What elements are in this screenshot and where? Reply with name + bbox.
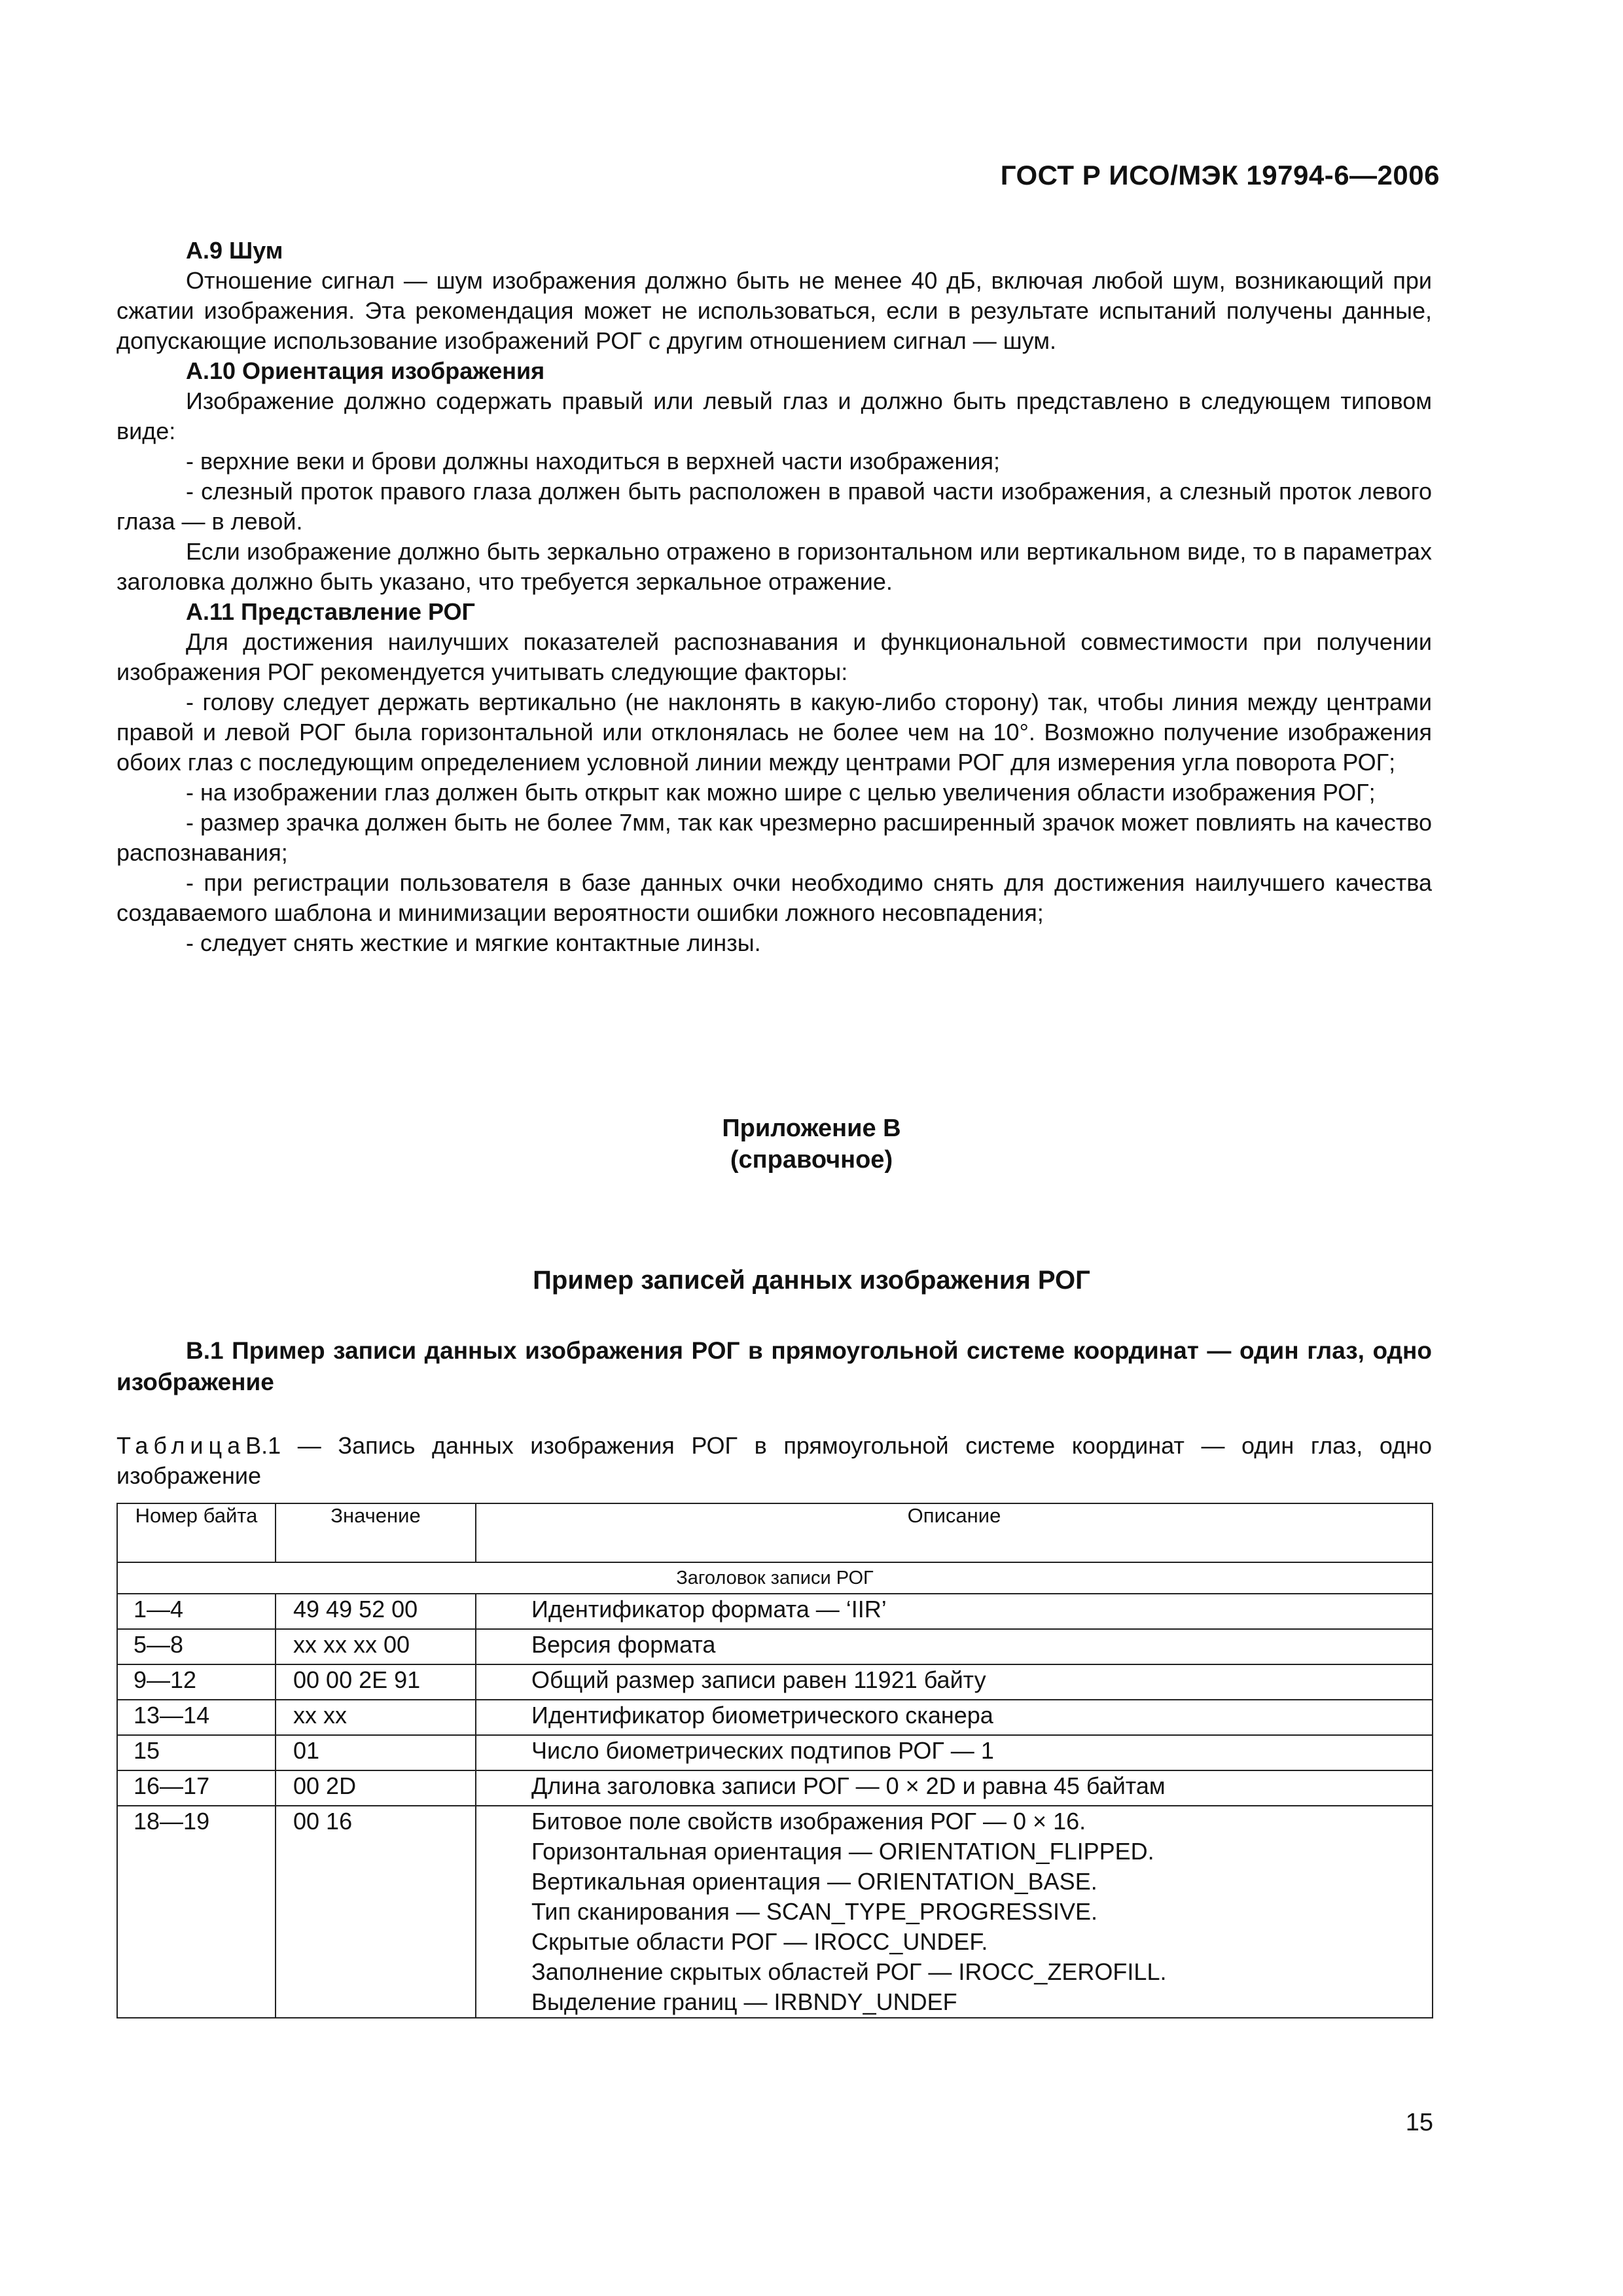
appendix-subtitle: (справочное)	[730, 1146, 893, 1174]
table-row	[117, 1700, 1433, 1735]
section-a11-item-2: - на изображении глаз должен быть открыт как можно шире с целью увеличения области изображения РОГ;	[186, 779, 1376, 806]
description-line: Версия формата	[531, 1631, 716, 1658]
cell-bytes: 5—8	[117, 1629, 276, 1664]
table-row	[117, 1664, 1433, 1700]
cell-description	[476, 1664, 1433, 1700]
cell-description	[476, 1735, 1433, 1770]
page-number: 15	[1405, 2109, 1433, 2136]
description-line: Идентификатор биометрического сканера	[531, 1702, 993, 1729]
document-header: ГОСТ Р ИСО/МЭК 19794-6—2006	[1000, 160, 1440, 190]
cell-description	[476, 1594, 1433, 1629]
column-header-value: Значение	[276, 1503, 476, 1562]
section-a10-item-1: - верхние веки и брови должны находиться в верхней части изображения;	[186, 448, 1001, 475]
cell-value: 00 00 2E 91	[276, 1664, 476, 1700]
cell-bytes: 18—19	[117, 1806, 276, 2018]
column-header-bytes: Номер байта	[117, 1503, 276, 1562]
cell-bytes: 15	[117, 1735, 276, 1770]
description-line: Скрытые области РОГ — IROCC_UNDEF.	[531, 1928, 988, 1955]
description-line: Тип сканирования — SCAN_TYPE_PROGRESSIVE.	[531, 1898, 1098, 1925]
table-caption-label: Таблица	[116, 1432, 246, 1459]
section-a10-title: А.10 Ориентация изображения	[186, 357, 545, 384]
section-a11-item-5: - следует снять жесткие и мягкие контактные линзы.	[186, 929, 761, 956]
cell-value: 01	[276, 1735, 476, 1770]
section-a11-title: А.11 Представление РОГ	[186, 598, 475, 625]
main-text	[116, 236, 1432, 958]
data-table	[116, 1503, 1433, 2018]
table-row	[117, 1735, 1433, 1770]
section-a11-item-1: - голову следует держать вертикально (не наклонять в какую-либо сторону) так, чтобы линия между центрами правой и левой РОГ была горизонтальной или отклонялась не более чем на 10°. Возможно получение изображения обоих глаз с последующим определением условной линии между центрами РОГ для измерения угла поворота РОГ;	[116, 689, 1432, 776]
description-line: Число биометрических подтипов РОГ — 1	[531, 1737, 994, 1764]
cell-value: xx xx	[276, 1700, 476, 1735]
section-a11-item-3: - размер зрачка должен быть не более 7мм, так как чрезмерно расширенный зрачок может повлиять на качество распознавания;	[116, 809, 1432, 866]
column-header-description: Описание	[476, 1503, 1433, 1562]
description-line: Заполнение скрытых областей РОГ — IROCC_ZEROFILL.	[531, 1958, 1167, 1985]
cell-description	[476, 1806, 1433, 2018]
appendix-title: Приложение В	[722, 1115, 901, 1142]
description-line: Битовое поле свойств изображения РОГ — 0 × 16.	[531, 1808, 1086, 1835]
section-b1-title: В.1 Пример записи данных изображения РОГ в прямоугольной системе координат — один глаз, одно изображение	[116, 1337, 1432, 1395]
cell-value: 00 16	[276, 1806, 476, 2018]
description-line: Выделение границ — IRBNDY_UNDEF	[531, 1988, 957, 2015]
section-a11-paragraph: Для достижения наилучших показателей распознавания и функциональной совместимости при получении изображения РОГ рекомендуется учитывать следующие факторы:	[116, 628, 1432, 685]
cell-bytes: 13—14	[117, 1700, 276, 1735]
cell-description	[476, 1629, 1433, 1664]
section-a9-title: А.9 Шум	[186, 237, 283, 264]
description-line: Общий размер записи равен 11921 байту	[531, 1666, 986, 1693]
section-a10-paragraph-2: Если изображение должно быть зеркально отражено в горизонтальном или вертикальном виде, то в параметрах заголовка должно быть указано, что требуется зеркальное отражение.	[116, 538, 1432, 595]
cell-description	[476, 1700, 1433, 1735]
table-row	[117, 1594, 1433, 1629]
description-line: Горизонтальная ориентация — ORIENTATION_FLIPPED.	[531, 1838, 1154, 1865]
cell-bytes: 9—12	[117, 1664, 276, 1700]
cell-value: 49 49 52 00	[276, 1594, 476, 1629]
cell-description	[476, 1770, 1433, 1806]
table-row	[117, 1806, 1433, 2018]
description-line: Идентификатор формата — ‘IIR’	[531, 1596, 887, 1623]
description-line: Длина заголовка записи РОГ — 0 × 2D и равна 45 байтам	[531, 1772, 1166, 1799]
table-caption-text: В.1 — Запись данных изображения РОГ в прямоугольной системе координат — один глаз, одно изображение	[116, 1432, 1432, 1489]
cell-value: 00 2D	[276, 1770, 476, 1806]
section-a11-item-4: - при регистрации пользователя в базе данных очки необходимо снять для достижения наилучшего качества создаваемого шаблона и минимизации вероятности ошибки ложного несовпадения;	[116, 869, 1432, 926]
table-caption	[116, 1431, 1432, 1491]
description-line: Вертикальная ориентация — ORIENTATION_BASE.	[531, 1868, 1097, 1895]
section-a10-paragraph-1: Изображение должно содержать правый или левый глаз и должно быть представлено в следующем типовом виде:	[116, 387, 1432, 444]
table-subheader: Заголовок записи РОГ	[117, 1562, 1433, 1594]
section-a9-paragraph: Отношение сигнал — шум изображения должно быть не менее 40 дБ, включая любой шум, возникающий при сжатии изображения. Эта рекомендация может не использоваться, если в результате испытаний получены данные, допускающие использование изображений РОГ с другим отношением сигнал — шум.	[116, 267, 1432, 354]
cell-value: xx xx xx 00	[276, 1629, 476, 1664]
appendix-heading: Пример записей данных изображения РОГ	[533, 1266, 1090, 1295]
table-row	[117, 1629, 1433, 1664]
cell-bytes: 16—17	[117, 1770, 276, 1806]
cell-bytes: 1—4	[117, 1594, 276, 1629]
section-a10-item-2: - слезный проток правого глаза должен быть расположен в правой части изображения, а слезный проток левого глаза — в левой.	[116, 478, 1432, 535]
table-row	[117, 1770, 1433, 1806]
